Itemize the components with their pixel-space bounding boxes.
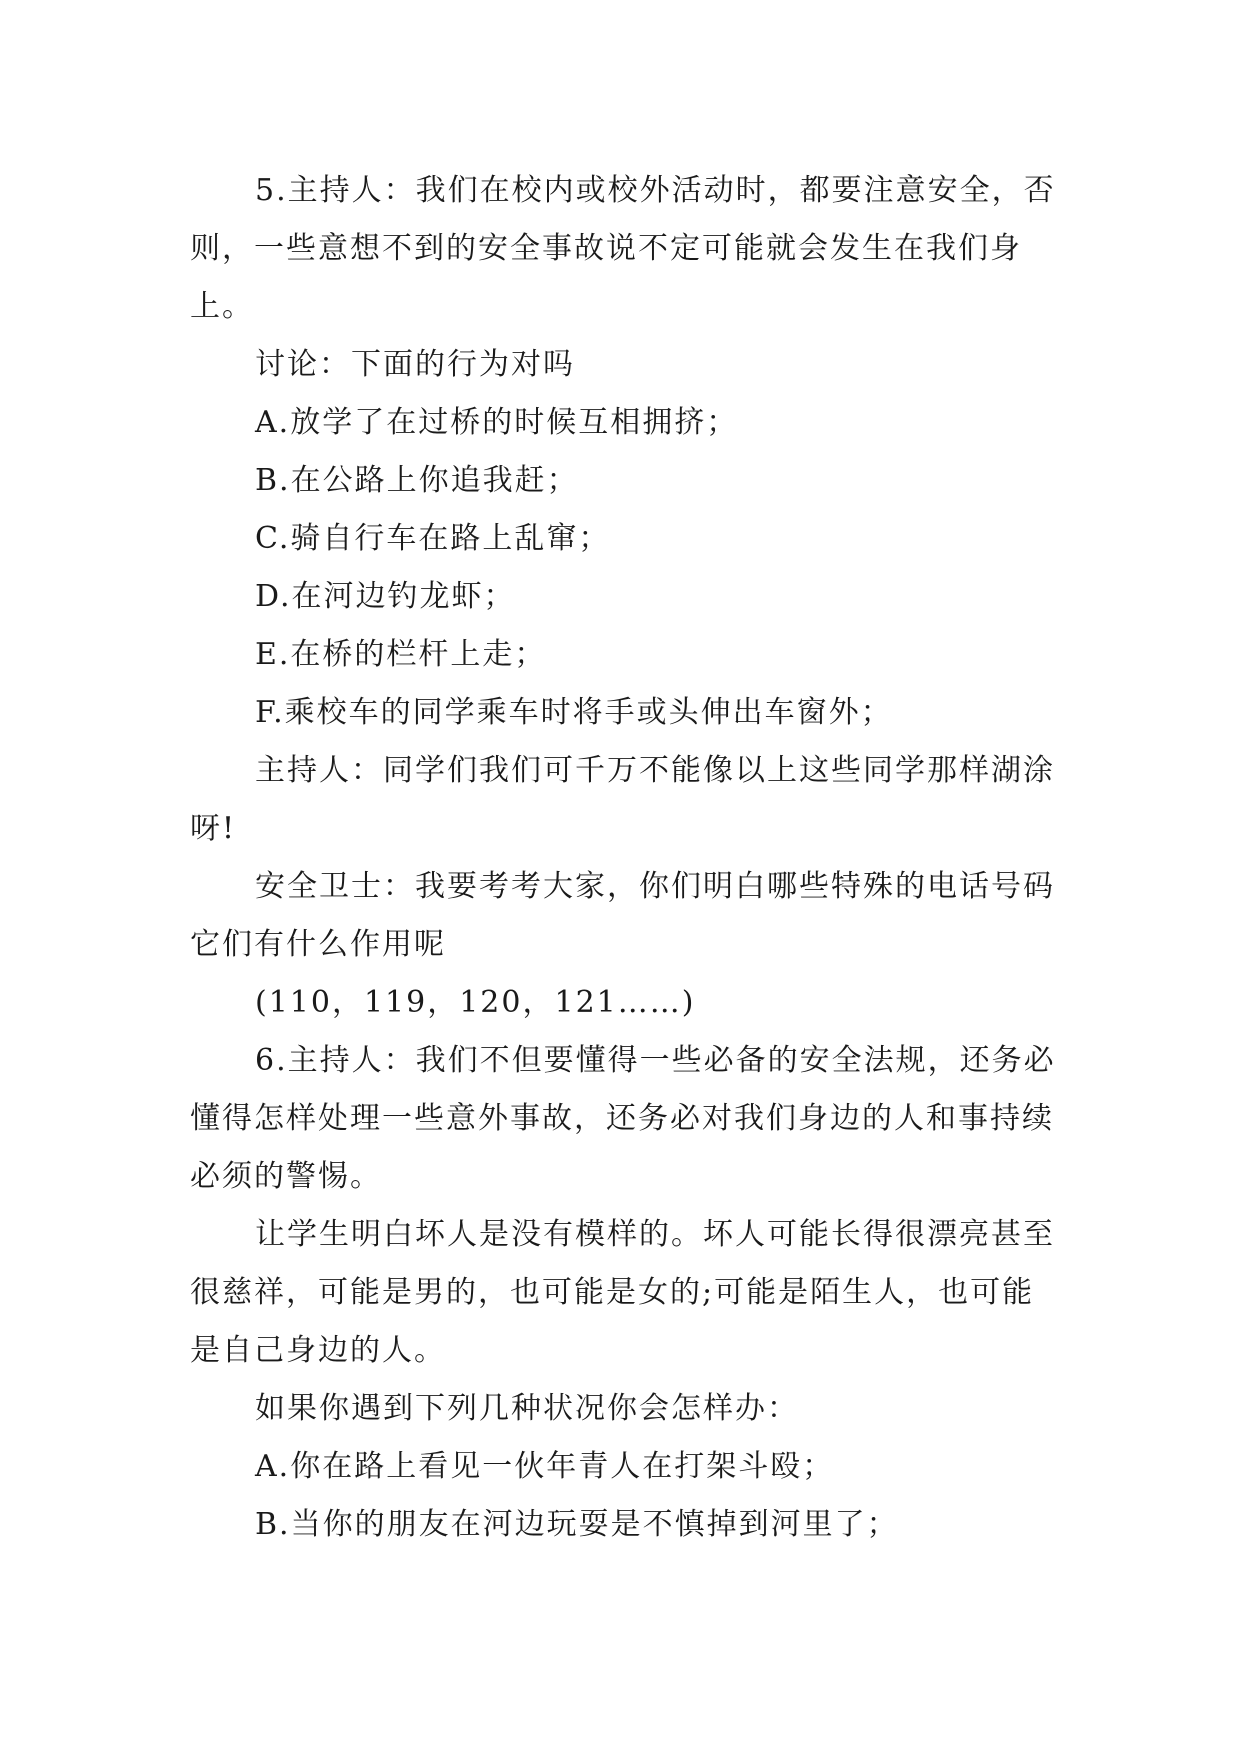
paragraph-bad-people: 让学生明白坏人是没有模样的。坏人可能长得很漂亮甚至很慈祥，可能是男的，也可能是女的;可能是陌生人，也可能是自己身边的人。 <box>190 1217 1055 1368</box>
paragraph-emergency-numbers: (110，119，120，121……) <box>255 985 696 1020</box>
list-item-b-road-chasing: B.在公路上你追我赶； <box>255 463 579 498</box>
list-item-d-river-fishing: D.在河边钓龙虾； <box>255 579 516 614</box>
paragraph-safety-guard-quiz: 安全卫士：我要考考大家，你们明白哪些特殊的电话号码它们有什么作用呢 <box>190 869 1055 962</box>
document-body <box>190 162 1060 1554</box>
paragraph-situations-prompt: 如果你遇到下列几种状况你会怎样办： <box>255 1391 799 1426</box>
list-item-a-street-fight: A.你在路上看见一伙年青人在打架斗殴； <box>255 1449 835 1484</box>
list-item-b-friend-in-river: B.当你的朋友在河边玩耍是不慎掉到河里了； <box>255 1507 899 1542</box>
paragraph-discussion-prompt: 讨论：下面的行为对吗 <box>255 347 575 382</box>
paragraph-host-safety-intro: 5.主持人：我们在校内或校外活动时，都要注意安全，否则，一些意想不到的安全事故说不定可能就会发生在我们身上。 <box>190 173 1056 324</box>
list-item-c-bicycle: C.骑自行车在路上乱窜； <box>255 521 611 556</box>
list-item-f-bus-window: F.乘校车的同学乘车时将手或头伸出车窗外； <box>255 695 893 730</box>
paragraph-host-accident-handling: 6.主持人：我们不但要懂得一些必备的安全法规，还务必懂得怎样处理一些意外事故，还务必对我们身边的人和事持续必须的警惕。 <box>190 1043 1056 1194</box>
list-item-a-bridge-crowding: A.放学了在过桥的时候互相拥挤； <box>255 405 739 440</box>
paragraph-host-reminder: 主持人：同学们我们可千万不能像以上这些同学那样湖涂呀! <box>190 753 1055 846</box>
list-item-e-bridge-railing: E.在桥的栏杆上走； <box>255 637 547 672</box>
